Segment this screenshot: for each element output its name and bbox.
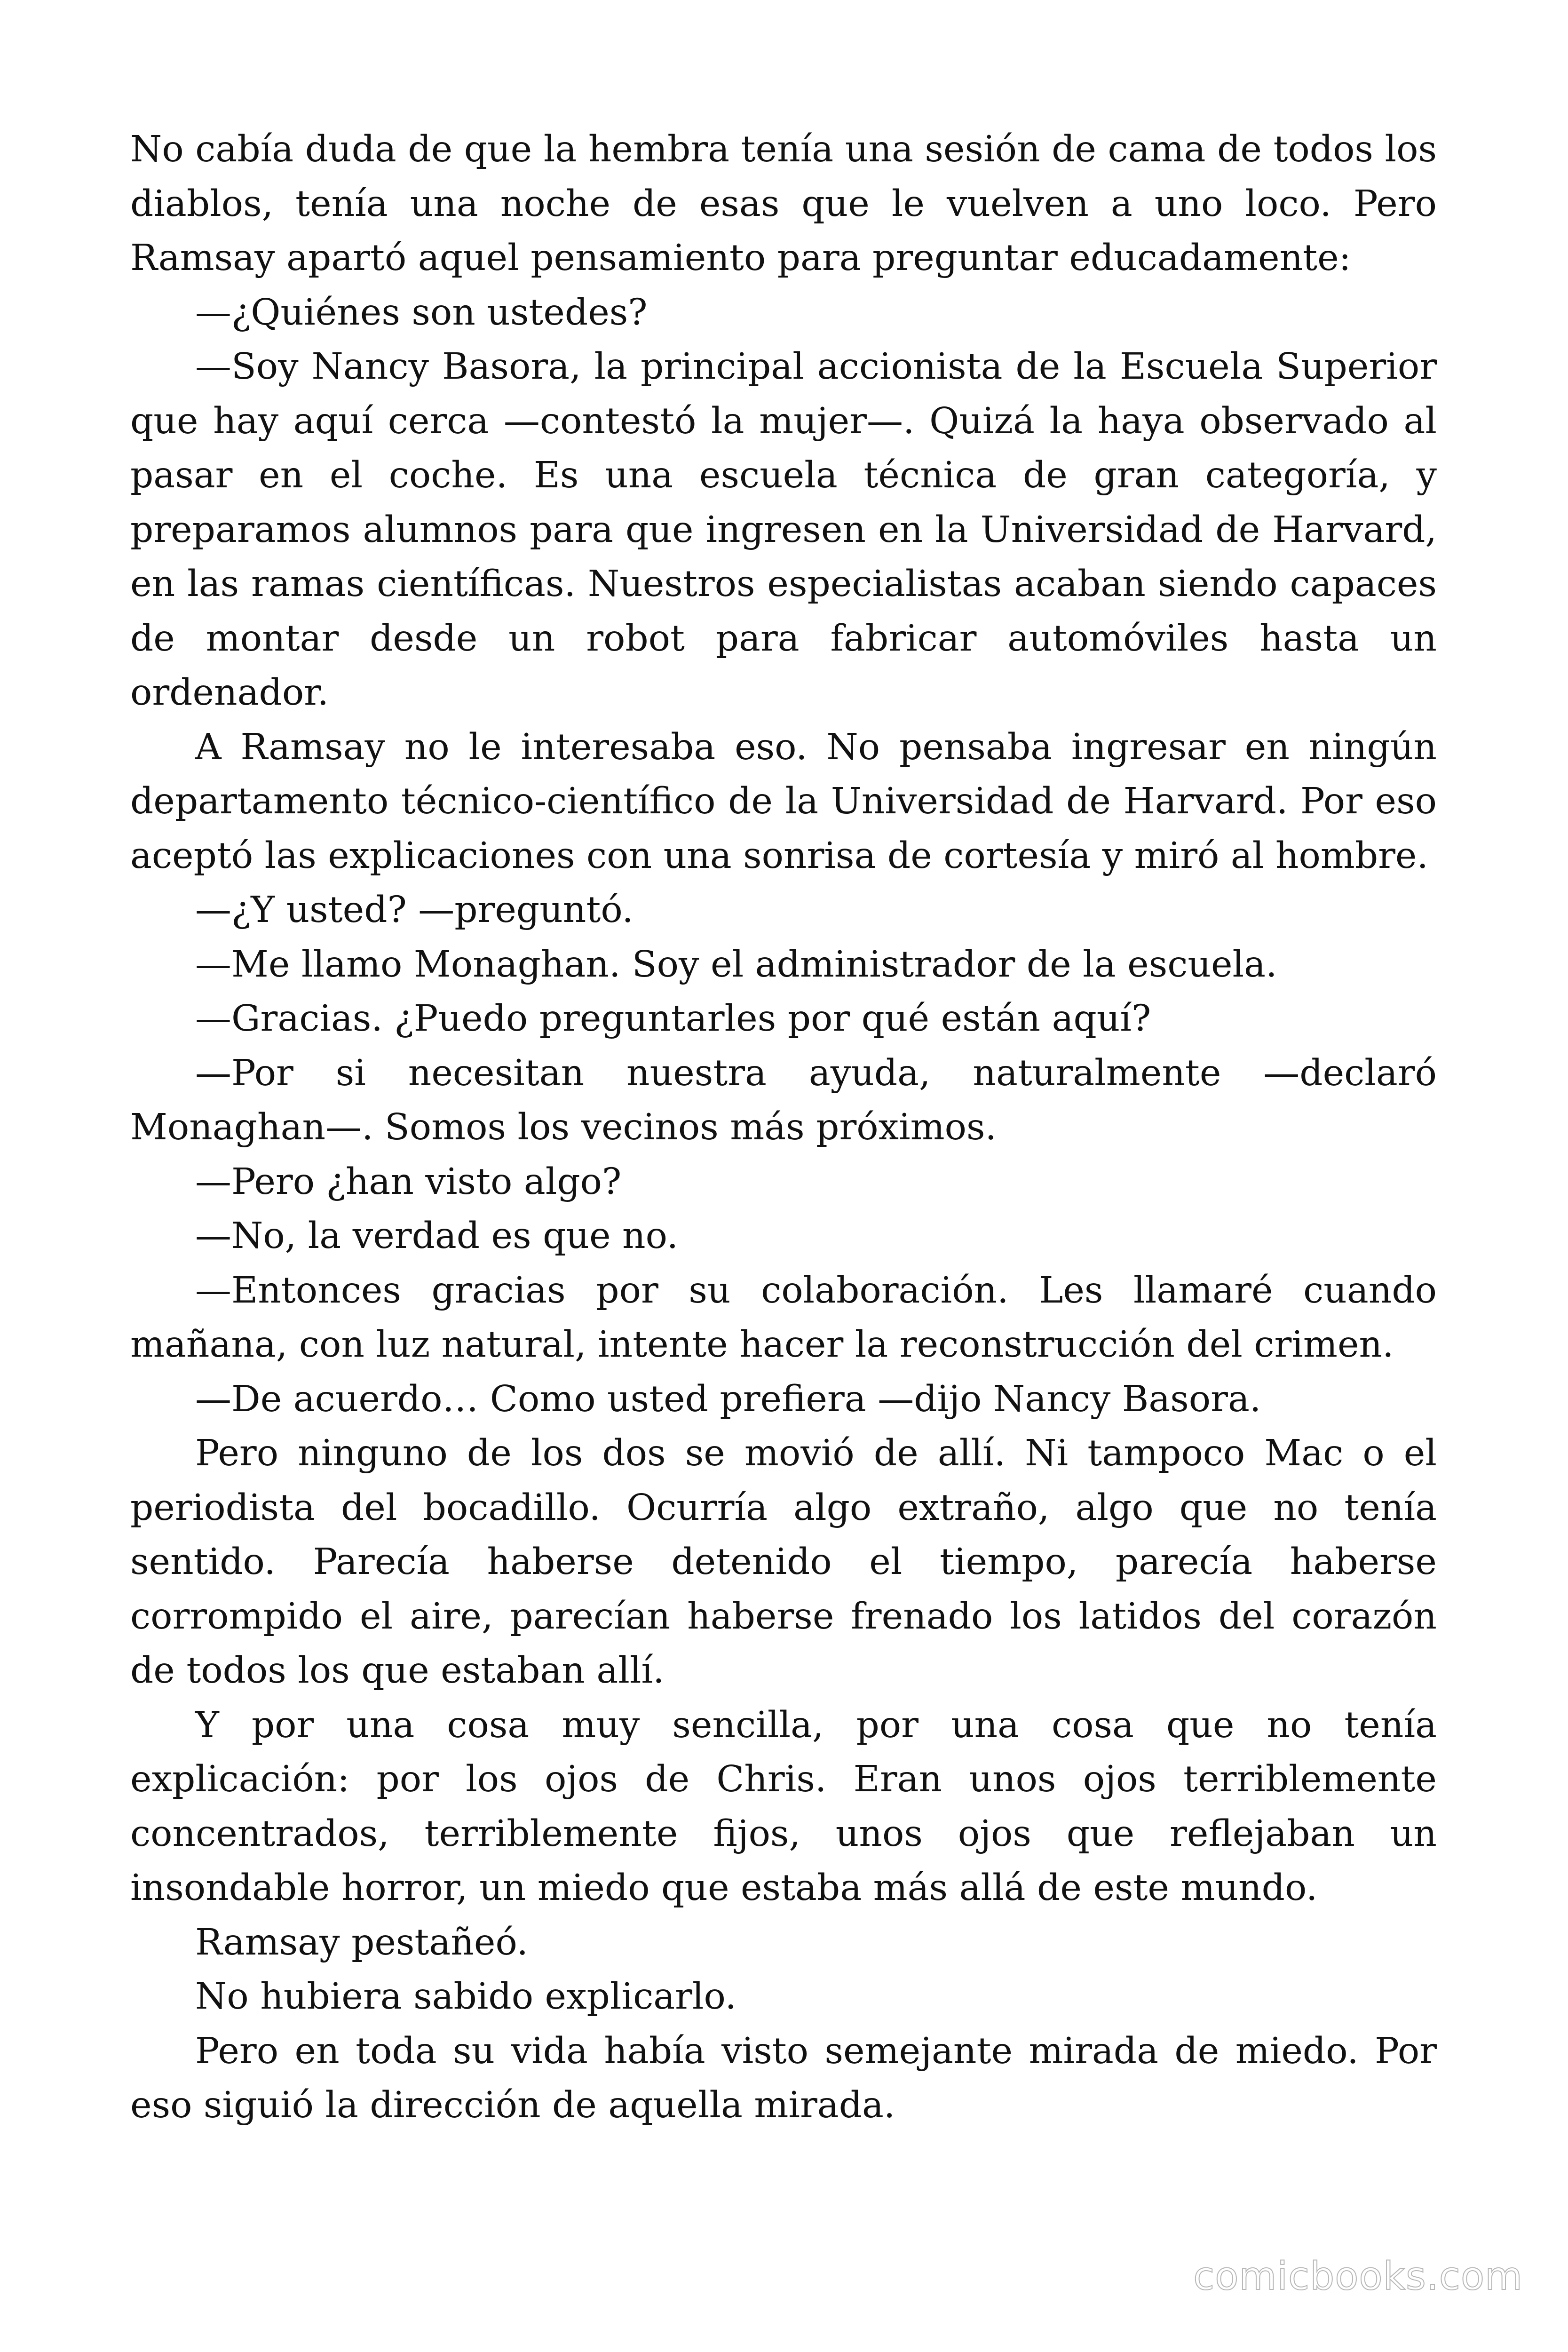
paragraph: —De acuerdo… Como usted prefiera —dijo Nancy Basora. — [195, 1378, 1261, 1420]
paragraph: A Ramsay no le interesaba eso. No pensaba ingresar en ningún departamento técnico-científico de la Universidad de Harvard. Por eso aceptó las explicaciones con una sonrisa de cortesía y miró al hombre. — [130, 726, 1437, 877]
paragraph: —Gracias. ¿Puedo preguntarles por qué están aquí? — [195, 998, 1151, 1040]
paragraph: —¿Quiénes son ustedes? — [195, 291, 648, 334]
paragraph: Ramsay pestañeó. — [195, 1921, 528, 1963]
watermark: comicbooks.com — [1193, 2254, 1523, 2299]
paragraph: Y por una cosa muy sencilla, por una cosa que no tenía explicación: por los ojos de Chris. Eran unos ojos terriblemente concentrados, terriblemente fijos, unos ojos que reflejaban un insondable horror, un miedo que estaba más allá de este mundo. — [130, 1704, 1437, 1909]
paragraph: —No, la verdad es que no. — [195, 1215, 679, 1257]
paragraph: —Entonces gracias por su colaboración. Les llamaré cuando mañana, con luz natural, intente hacer la reconstrucción del crimen. — [130, 1269, 1437, 1366]
paragraph: —Pero ¿han visto algo? — [195, 1160, 622, 1203]
paragraph: —¿Y usted? —preguntó. — [195, 889, 634, 931]
paragraph: —Me llamo Monaghan. Soy el administrador de la escuela. — [195, 943, 1277, 985]
paragraph: —Soy Nancy Basora, la principal accionista de la Escuela Superior que hay aquí cerca —contestó la mujer—. Quizá la haya observado al pasar en el coche. Es una escuela técnica de gran categoría, y preparamos alumnos para que ingresen en la Universidad de Harvard, en las ramas científicas. Nuestros especialistas acaban siendo capaces de montar desde un robot para fabricar automóviles hasta un ordenador. — [130, 346, 1437, 714]
paragraph: Pero en toda su vida había visto semejante mirada de miedo. Por eso siguió la dirección de aquella mirada. — [130, 2030, 1437, 2126]
paragraph: —Por si necesitan nuestra ayuda, naturalmente —declaró Monaghan—. Somos los vecinos más próximos. — [130, 1052, 1437, 1148]
paragraph: No cabía duda de que la hembra tenía una sesión de cama de todos los diablos, tenía una noche de esas que le vuelven a uno loco. Pero Ramsay apartó aquel pensamiento para preguntar educadamente: — [130, 128, 1437, 279]
page-body-text — [130, 122, 1437, 2133]
paragraph: Pero ninguno de los dos se movió de allí. Ni tampoco Mac o el periodista del bocadillo. Ocurría algo extraño, algo que no tenía sentido. Parecía haberse detenido el tiempo, parecía haberse corrompido el aire, parecían haberse frenado los latidos del corazón de todos los que estaban allí. — [130, 1432, 1437, 1692]
paragraph: No hubiera sabido explicarlo. — [195, 1976, 737, 2018]
